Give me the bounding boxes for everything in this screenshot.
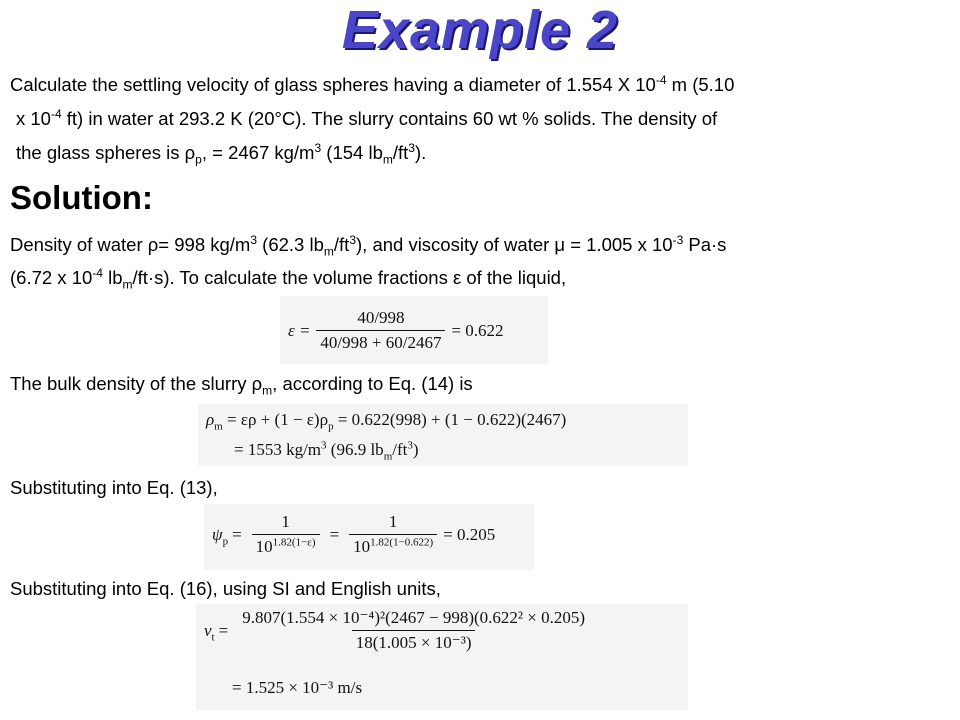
eq1-fraction bbox=[316, 308, 445, 353]
bulk-density-text: The bulk density of the slurry $\rho_m$, according to Eq. (14) is bbox=[10, 373, 473, 398]
eq3-result: = 0.205 bbox=[443, 524, 496, 544]
slide-title: Example 2 bbox=[341, 0, 619, 60]
problem-line-2: x $10^{-4}$ ft) in water at 293.2 K (20°C). The slurry contains 60 wt % solids. The density of bbox=[16, 106, 718, 129]
solution-line-2: (6.72 x $10^{-4}$ $lb_m/ft\cdot s$). To calculate the volume fractions ε of the liquid, bbox=[10, 265, 567, 292]
eq3-denominator-1: $10^{1.82(1-\varepsilon)}$ bbox=[252, 534, 320, 557]
substituting-eq13-text: Substituting into Eq. (13), bbox=[10, 477, 218, 498]
eq4-denominator: 18(1.005 × 10⁻³) bbox=[352, 630, 476, 653]
eq2-line-2: = 1553 $kg/m^3$ (96.9 $lb_m/ft^3$) bbox=[234, 439, 419, 463]
eq3-denominator-2: $10^{1.82(1-0.622)}$ bbox=[349, 534, 437, 557]
equation-psi bbox=[204, 504, 534, 570]
problem-line-3: the glass spheres is $\rho_p$, = 2467 $kg/m^3$ (154 $lb_m/ft^3$). bbox=[16, 140, 427, 167]
eq1-denominator: 40/998 + 60/2467 bbox=[316, 330, 445, 353]
eq4-equals: = bbox=[218, 620, 229, 640]
equation-bulk-density bbox=[198, 404, 688, 466]
eq4-numerator: 9.807(1.554 × 10⁻⁴)²(2467 − 998)(0.622² × 0.205) bbox=[242, 608, 586, 627]
eq3-numerator-1: 1 bbox=[281, 512, 290, 531]
eq3-fraction-1 bbox=[252, 512, 320, 557]
equation-settling-velocity bbox=[196, 604, 688, 710]
equation-volume-fraction bbox=[280, 296, 548, 364]
eq3-equals: = bbox=[232, 524, 242, 544]
solution-line-1: Density of water ρ= 998 $kg/m^3$ (62.3 $lb_m/ft^3$), and viscosity of water μ = 1.005 x $10^{-3}$ Pa·s bbox=[10, 232, 727, 259]
eq3-equals-2: = bbox=[329, 524, 340, 544]
eq3-fraction-2 bbox=[349, 512, 437, 557]
substituting-eq16-text: Substituting into Eq. (16), using SI and English units, bbox=[10, 578, 441, 599]
eq1-numerator: 40/998 bbox=[357, 308, 405, 327]
eq1-result: = 0.622 bbox=[451, 320, 504, 340]
eq1-lhs: ε = bbox=[288, 320, 311, 340]
eq4-fraction bbox=[238, 608, 589, 653]
solution-heading: Solution: bbox=[10, 179, 153, 216]
eq3-numerator-2: 1 bbox=[388, 512, 398, 531]
eq4-result: = 1.525 × 10⁻³ m/s bbox=[232, 678, 363, 697]
eq4-lhs: $v_t$ bbox=[204, 620, 215, 643]
problem-line-1: Calculate the settling velocity of glass spheres having a diameter of 1.554 X $10^{-4}$ m (5.10 bbox=[10, 72, 735, 95]
eq2-line-1: $\rho_m = \varepsilon\rho + (1 - \varepsilon)\rho_p = 0.622(998) + (1 - 0.622)(2467)$ bbox=[206, 410, 567, 433]
eq3-lhs: $\psi_p$ bbox=[212, 524, 229, 547]
